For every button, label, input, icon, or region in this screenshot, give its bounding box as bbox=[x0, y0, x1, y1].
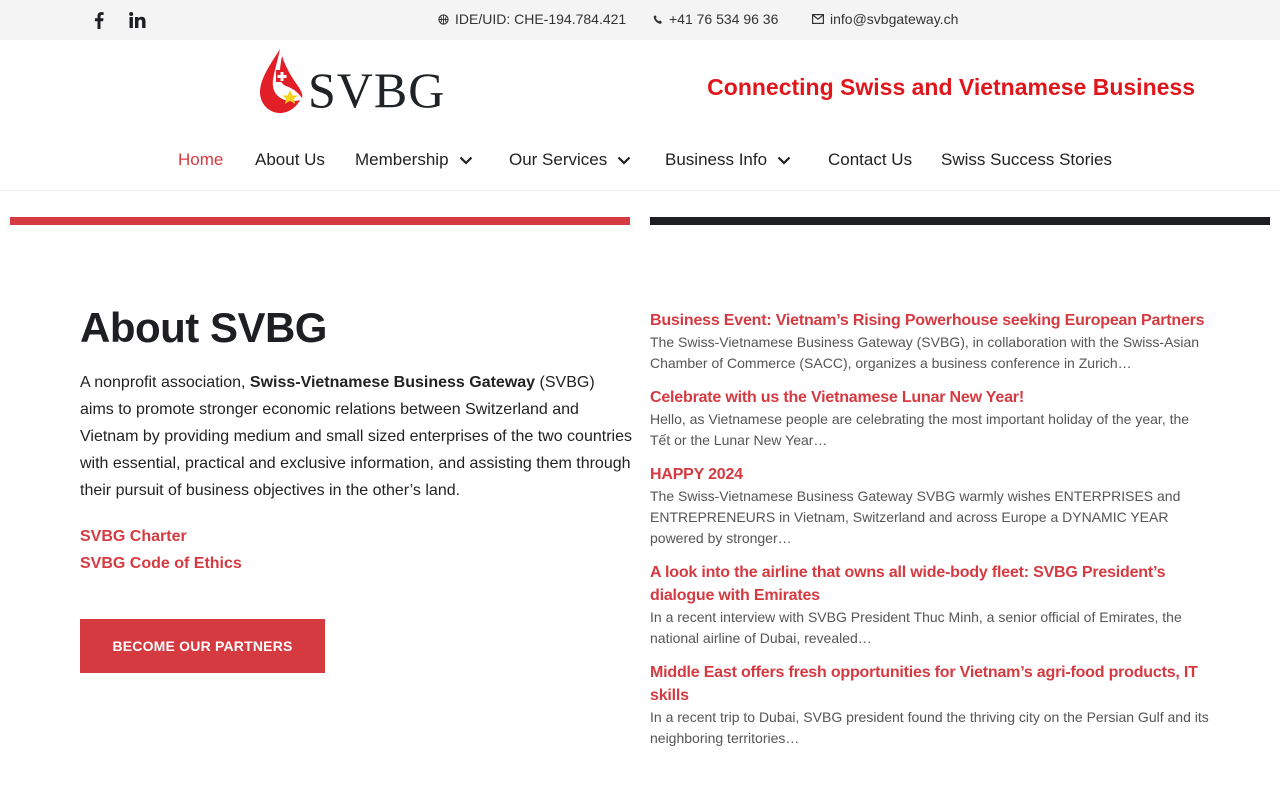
about-text-prefix: A nonprofit association, bbox=[80, 374, 250, 391]
facebook-icon[interactable] bbox=[89, 10, 109, 30]
nav-our-services-label: Our Services bbox=[509, 150, 608, 169]
news-excerpt: The Swiss-Vietnamese Business Gateway SVBG warmly wishes ENTERPRISES and ENTREPRENEURS in Vietnam, Switzerland and across Europe a DYNAMIC YEAR powered by stronger… bbox=[650, 488, 1181, 546]
about-text-suffix: (SVBG) aims to promote stronger economic relations between Switzerland and Vietnam by providing medium and small sized enterprises of the two countries with essential, practical and exclusive information, and assisting them through their pursuit of business objectives in the other’s land. bbox=[80, 374, 632, 499]
nav-home-label: Home bbox=[178, 150, 224, 169]
about-description bbox=[80, 369, 632, 504]
news-item bbox=[650, 386, 1210, 451]
drop-swiss-cross-icon bbox=[258, 48, 306, 114]
news-item bbox=[650, 561, 1210, 649]
nav-business-info[interactable] bbox=[665, 150, 791, 170]
phone-text[interactable]: +41 76 534 96 36 bbox=[669, 11, 779, 27]
phone-icon bbox=[653, 14, 663, 25]
news-title-link[interactable]: Celebrate with us the Vietnamese Lunar New Year! bbox=[650, 389, 1024, 406]
news-excerpt: In a recent interview with SVBG President Thuc Minh, a senior official of Emirates, the national airline of Dubai, revealed… bbox=[650, 609, 1182, 646]
linkedin-icon[interactable] bbox=[127, 10, 147, 30]
news-excerpt: In a recent trip to Dubai, SVBG president found the thriving city on the Persian Gulf and its neighboring territories… bbox=[650, 709, 1209, 746]
section-bar-red bbox=[10, 217, 630, 225]
section-bar-black bbox=[650, 217, 1270, 225]
envelope-icon bbox=[812, 14, 824, 24]
nav-contact-us[interactable] bbox=[828, 150, 912, 170]
about-title: About SVBG bbox=[80, 304, 327, 351]
email-text[interactable]: info@svbgateway.ch bbox=[830, 11, 959, 27]
nav-about-us-label: About Us bbox=[255, 150, 325, 169]
logo-text: SVBG bbox=[308, 62, 446, 118]
news-title-link[interactable]: A look into the airline that owns all wide-body fleet: SVBG President’s dialogue with Emirates bbox=[650, 564, 1166, 604]
uid-info bbox=[438, 11, 626, 27]
code-of-ethics-link[interactable]: SVBG Code of Ethics bbox=[80, 555, 242, 572]
basketball-icon bbox=[438, 14, 449, 25]
news-item bbox=[650, 309, 1210, 374]
uid-text: IDE/UID: CHE-194.784.421 bbox=[455, 11, 627, 27]
news-title-link[interactable]: Business Event: Vietnam’s Rising Powerhouse seeking European Partners bbox=[650, 312, 1205, 329]
top-bar bbox=[0, 0, 1280, 40]
about-text-org-name: Swiss-Vietnamese Business Gateway bbox=[249, 374, 536, 391]
nav-divider bbox=[0, 190, 1280, 191]
chevron-down-icon[interactable] bbox=[777, 156, 791, 165]
chevron-down-icon[interactable] bbox=[617, 156, 631, 165]
nav-membership-label: Membership bbox=[355, 150, 449, 169]
nav-membership[interactable] bbox=[355, 150, 473, 170]
chevron-down-icon[interactable] bbox=[459, 156, 473, 165]
news-excerpt: Hello, as Vietnamese people are celebrating the most important holiday of the year, the Tết or the Lunar New Year… bbox=[650, 411, 1190, 448]
main-nav bbox=[0, 150, 1280, 176]
email-info[interactable] bbox=[812, 11, 958, 27]
news-list bbox=[650, 309, 1210, 761]
nav-swiss-success-stories-label: Swiss Success Stories bbox=[941, 150, 1112, 169]
nav-business-info-label: Business Info bbox=[665, 150, 768, 169]
site-tagline: Connecting Swiss and Vietnamese Business bbox=[707, 74, 1195, 100]
nav-swiss-success-stories[interactable] bbox=[941, 150, 1112, 170]
news-item bbox=[650, 463, 1210, 549]
nav-our-services[interactable] bbox=[509, 150, 631, 170]
news-title-link[interactable]: HAPPY 2024 bbox=[650, 466, 743, 483]
phone-info[interactable] bbox=[653, 11, 778, 27]
nav-contact-us-label: Contact Us bbox=[828, 150, 913, 169]
svbg-logo[interactable] bbox=[258, 48, 446, 118]
charter-link[interactable]: SVBG Charter bbox=[80, 528, 187, 545]
become-partners-button[interactable]: BECOME OUR PARTNERS bbox=[80, 619, 325, 673]
news-item bbox=[650, 661, 1210, 749]
nav-about-us[interactable] bbox=[255, 150, 325, 170]
news-title-link[interactable]: Middle East offers fresh opportunities for Vietnam’s agri-food products, IT skills bbox=[650, 664, 1198, 704]
nav-home[interactable] bbox=[178, 150, 223, 170]
news-excerpt: The Swiss-Vietnamese Business Gateway (SVBG), in collaboration with the Swiss-Asian Chamber of Commerce (SACC), organizes a business conference in Zurich… bbox=[650, 334, 1200, 371]
